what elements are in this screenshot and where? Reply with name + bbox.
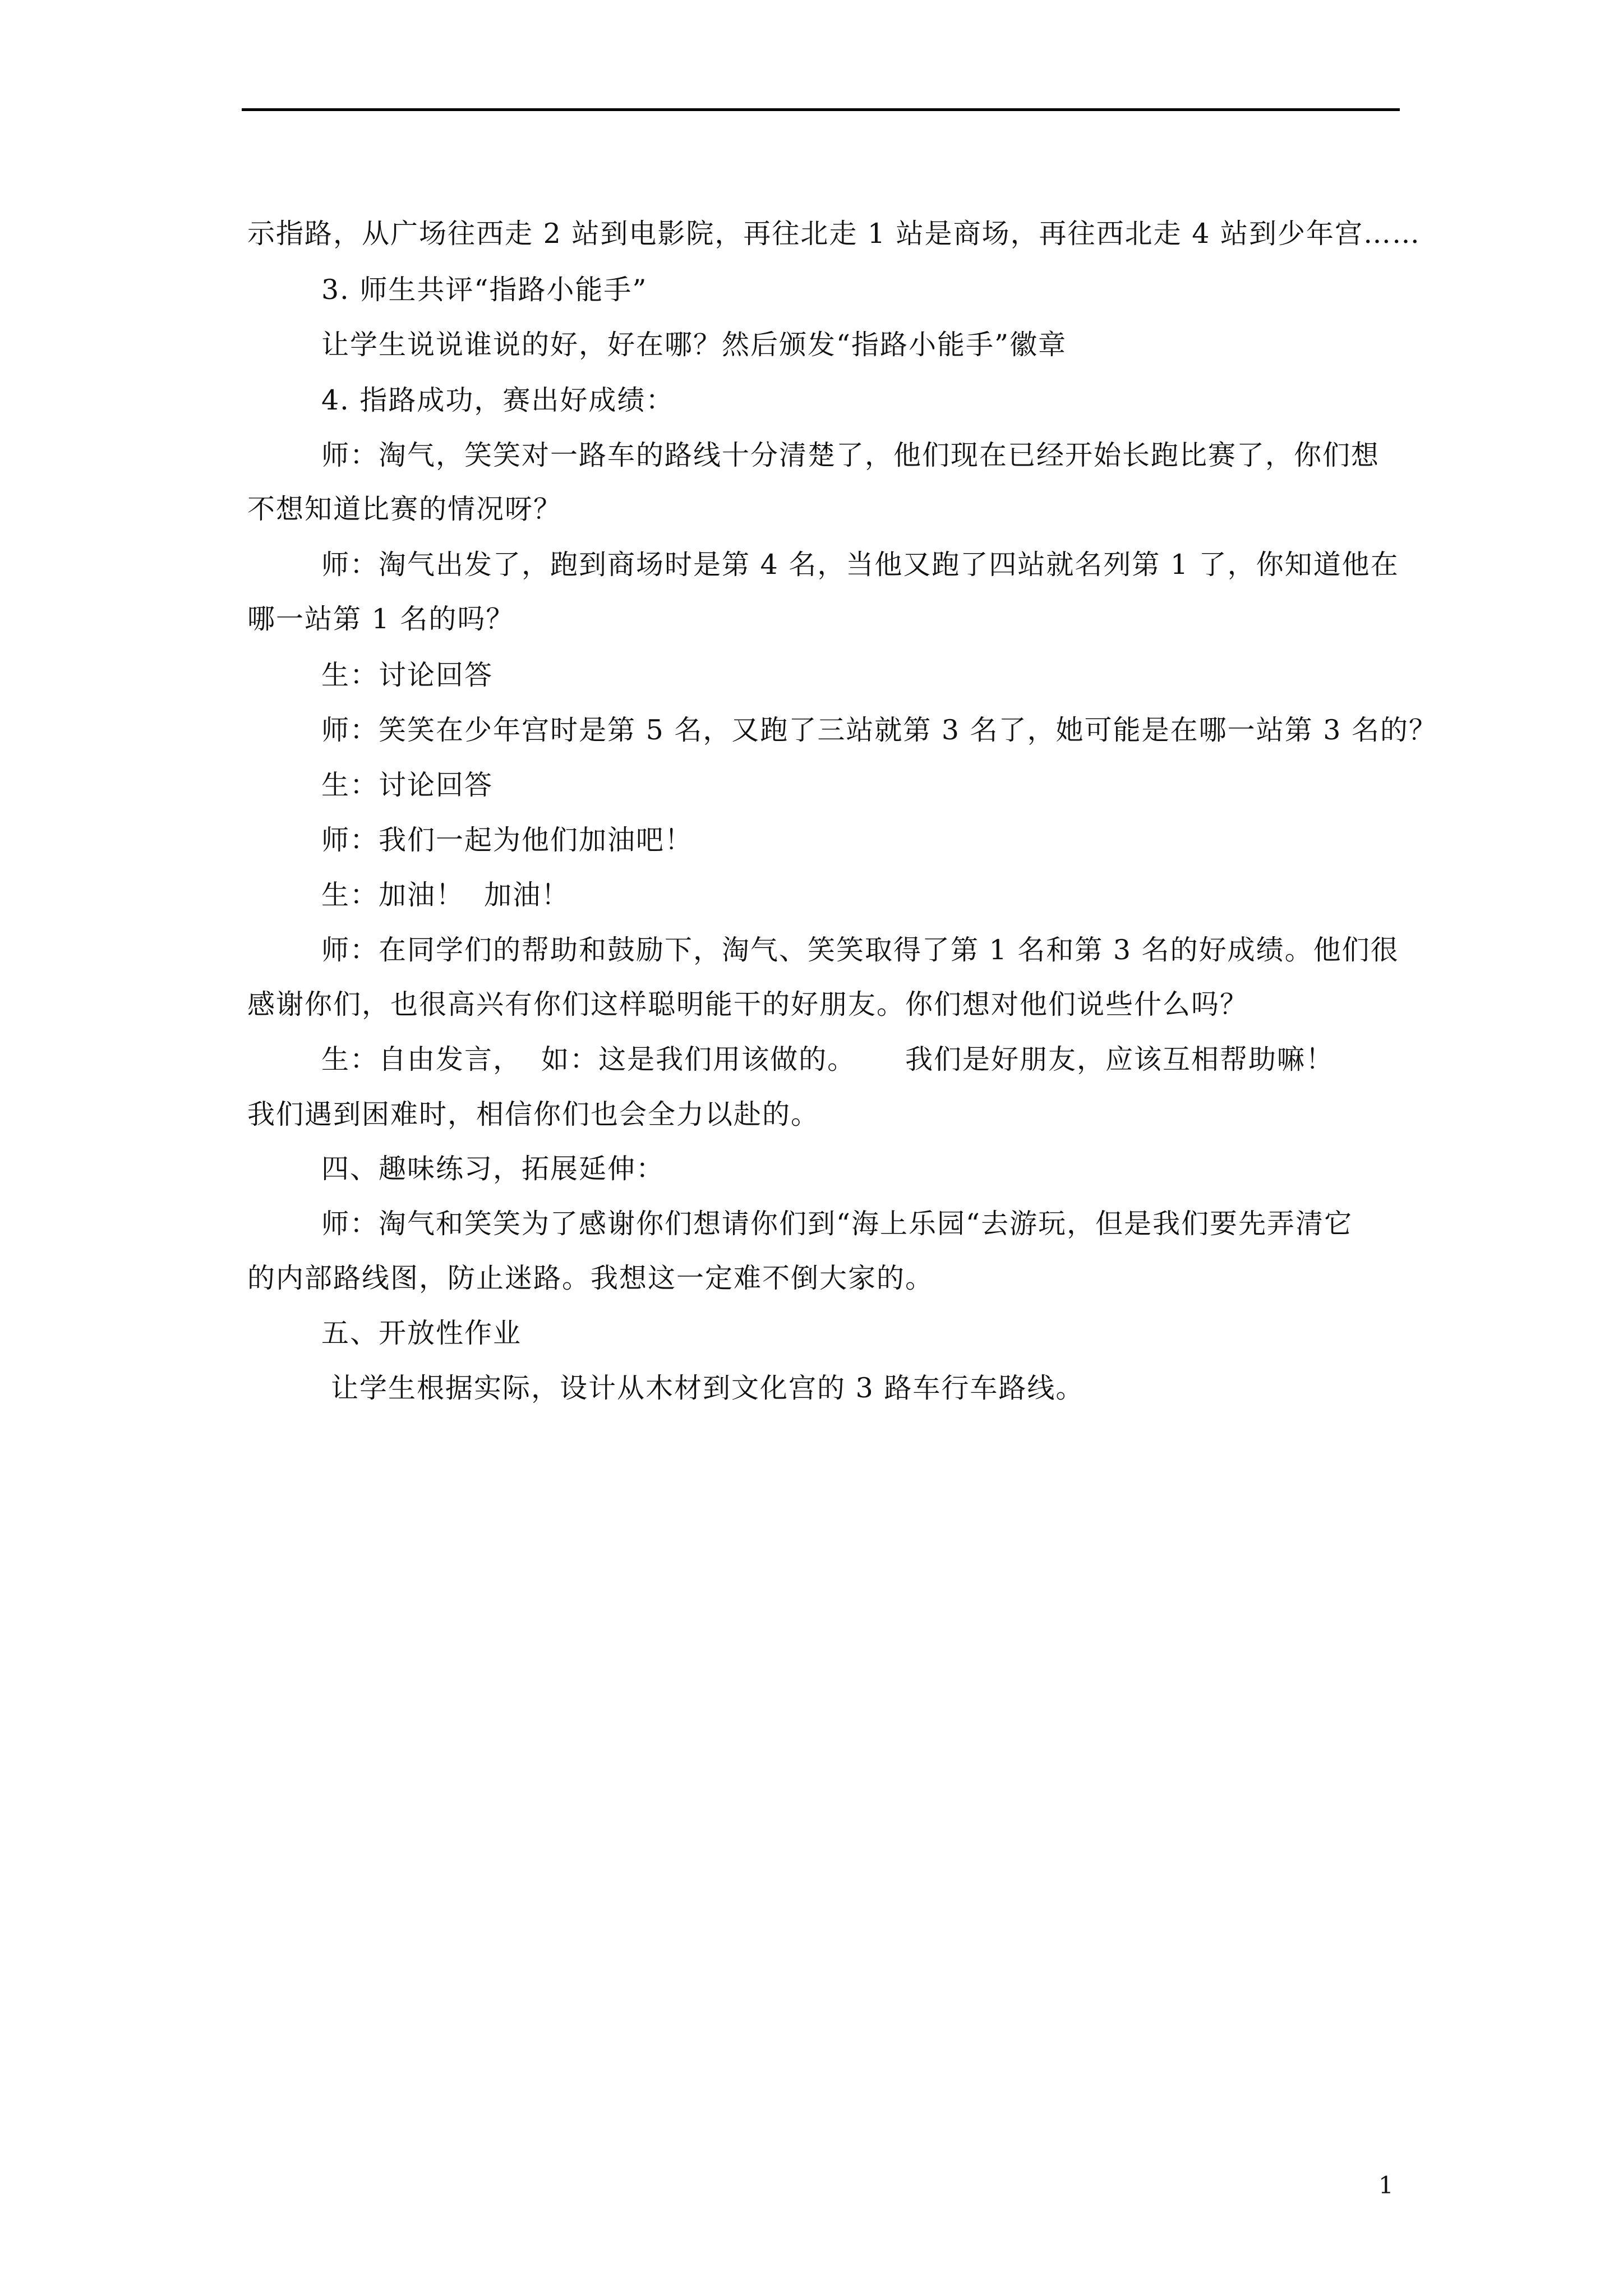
text-line: 示指路，从广场往西走 2 站到电影院，再往北走 1 站是商场，再往西北走 4 站到少年宫…… bbox=[247, 218, 1421, 250]
text-line: 师：淘气出发了，跑到商场时是第 4 名，当他又跑了四站就名列第 1 了，你知道他在 bbox=[321, 549, 1399, 581]
text-line: 四、趣味练习，拓展延伸： bbox=[321, 1153, 665, 1185]
text-line: 4. 指路成功，赛出好成绩： bbox=[321, 384, 675, 416]
text-line: 五、开放性作业 bbox=[321, 1317, 522, 1349]
header-rule bbox=[242, 108, 1400, 111]
text-line: 让学生根据实际，设计从木材到文化宫的 3 路车行车路线。 bbox=[331, 1372, 1085, 1404]
text-line: 师：笑笑在少年宫时是第 5 名，又跑了三站就第 3 名了，她可能是在哪一站第 3 名的？ bbox=[321, 714, 1437, 746]
page-number: 1 bbox=[1378, 2171, 1394, 2199]
text-line: 的内部路线图，防止迷路。我想这一定难不倒大家的。 bbox=[247, 1262, 934, 1294]
text-line: 不想知道比赛的情况呀？ bbox=[247, 493, 562, 525]
text-line: 我们遇到困难时，相信你们也会全力以赴的。 bbox=[247, 1098, 820, 1130]
text-line: 生：讨论回答 bbox=[321, 769, 494, 801]
text-line: 哪一站第 1 名的吗？ bbox=[247, 603, 515, 635]
text-line: 师：在同学们的帮助和鼓励下，淘气、笑笑取得了第 1 名和第 3 名的好成绩。他们很 bbox=[321, 934, 1399, 966]
text-line: 生：讨论回答 bbox=[321, 659, 494, 691]
text-line: 3. 师生共评“指路小能手” bbox=[321, 274, 648, 306]
text-line: 感谢你们，也很高兴有你们这样聪明能干的好朋友。你们想对他们说些什么吗？ bbox=[247, 988, 1249, 1020]
text-line: 生：自由发言， 如：这是我们用该做的。 我们是好朋友，应该互相帮助嘛！ bbox=[321, 1043, 1335, 1075]
text-line: 师：我们一起为他们加油吧！ bbox=[321, 824, 694, 856]
text-line: 生：加油！ 加油！ bbox=[321, 879, 570, 911]
text-line: 让学生说说谁说的好，好在哪？然后颁发“指路小能手”徽章 bbox=[321, 329, 1067, 361]
text-line: 师：淘气，笑笑对一路车的路线十分清楚了，他们现在已经开始长跑比赛了，你们想 bbox=[321, 439, 1380, 471]
text-line: 师：淘气和笑笑为了感谢你们想请你们到“海上乐园“去游玩，但是我们要先弄清它 bbox=[321, 1208, 1353, 1240]
